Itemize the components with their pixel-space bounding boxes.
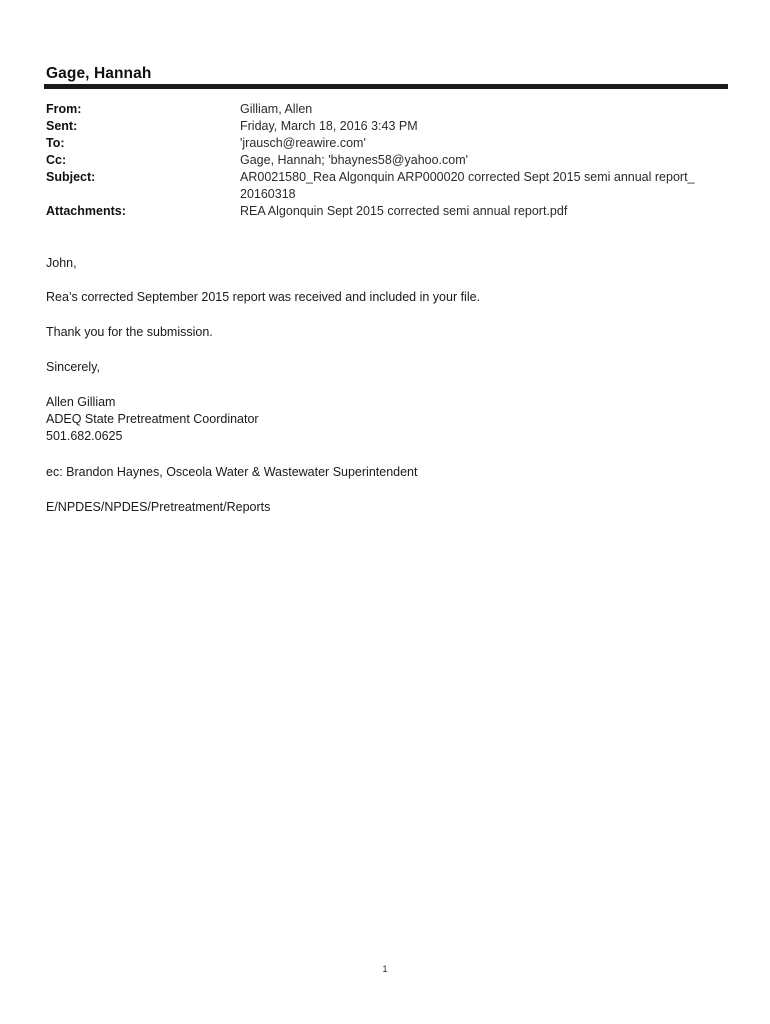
attachments-row	[46, 203, 716, 220]
attachments-label: Attachments:	[46, 204, 126, 218]
greeting: John,	[46, 256, 77, 270]
signature-block	[46, 394, 259, 445]
to-label: To:	[46, 136, 65, 150]
closing: Sincerely,	[46, 360, 100, 374]
signature-phone: 501.682.0625	[46, 429, 123, 443]
sent-row	[46, 118, 716, 135]
sent-value: Friday, March 18, 2016 3:43 PM	[240, 119, 418, 133]
to-row	[46, 135, 716, 152]
page-number: 1	[382, 964, 388, 974]
email-header	[46, 101, 716, 220]
subject-row	[46, 169, 716, 203]
subject-value	[240, 169, 716, 203]
header-rule	[44, 84, 728, 89]
ec-line: ec: Brandon Haynes, Osceola Water & Wastewater Superintendent	[46, 465, 418, 479]
from-row	[46, 101, 716, 118]
sent-label: Sent:	[46, 119, 78, 133]
signature-title: ADEQ State Pretreatment Coordinator	[46, 412, 259, 426]
mailbox-owner-name: Gage, Hannah	[46, 65, 152, 82]
from-label: From:	[46, 102, 82, 116]
attachment-file: REA Algonquin Sept 2015 corrected semi annual report.pdf	[240, 204, 568, 218]
signature-name: Allen Gilliam	[46, 395, 116, 409]
cc-value: Gage, Hannah; 'bhaynes58@yahoo.com'	[240, 153, 469, 167]
from-value: Gilliam, Allen	[240, 102, 313, 116]
cc-row	[46, 152, 716, 169]
file-path: E/NPDES/NPDES/Pretreatment/Reports	[46, 500, 271, 514]
subject-line-2: 20160318	[240, 187, 296, 201]
subject-label: Subject:	[46, 170, 96, 184]
body-paragraph: Rea’s corrected September 2015 report was received and included in your file.	[46, 290, 481, 304]
to-value: 'jrausch@reawire.com'	[240, 136, 366, 150]
cc-label: Cc:	[46, 153, 67, 167]
thanks-line: Thank you for the submission.	[46, 325, 213, 339]
subject-line-1: AR0021580_Rea Algonquin ARP000020 corrected Sept 2015 semi annual report_	[240, 170, 695, 184]
